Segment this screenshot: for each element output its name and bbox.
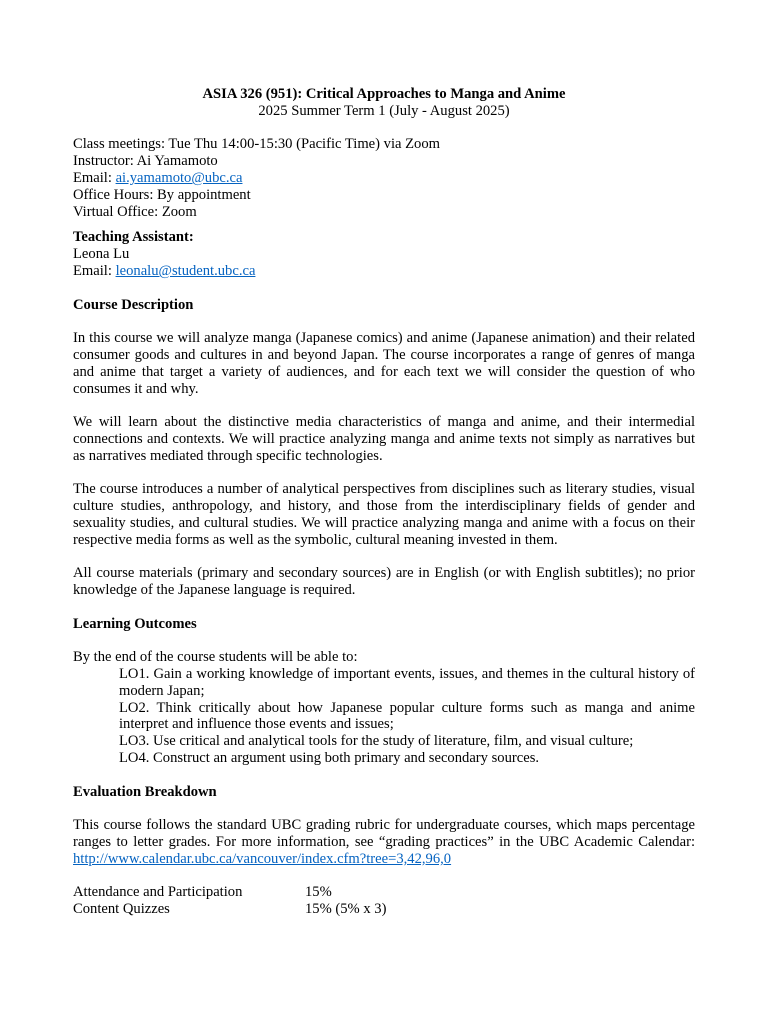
office-hours: Office Hours: By appointment <box>73 186 251 203</box>
instructor-email-line <box>73 170 695 187</box>
description-paragraph: We will learn about the distinctive media characteristics of manga and anime, and their intermedial connections and contexts. We will practice analyzing manga and anime texts not simply as narratives but as narratives mediated through specific technologies. <box>73 414 695 464</box>
evaluation-description: This course follows the standard UBC grading rubric for undergraduate courses, which maps percentage ranges to letter grades. For more information, see “grading practices” in the UBC Academic Calendar: <box>73 817 695 851</box>
ta-section <box>73 229 695 279</box>
syllabus-page <box>73 86 695 918</box>
description-paragraph: All course materials (primary and secondary sources) are in English (or with English subtitles); no prior knowledge of the Japanese language is required. <box>73 565 695 599</box>
ta-name: Leona Lu <box>73 246 130 263</box>
outcome-item: LO3. Use critical and analytical tools for the study of literature, film, and visual culture; <box>119 733 634 750</box>
outcome-item: LO2. Think critically about how Japanese popular culture forms such as manga and anime interpret and influence those events and issues; <box>119 699 695 733</box>
email-label: Email: <box>73 169 116 186</box>
ta-email-line <box>73 263 695 280</box>
learning-outcomes-heading: Learning Outcomes <box>73 615 197 632</box>
grade-row <box>73 884 695 901</box>
ta-heading: Teaching Assistant: <box>73 229 194 246</box>
academic-calendar-link[interactable]: http://www.calendar.ubc.ca/vancouver/index.cfm?tree=3,42,96,0 <box>73 850 452 867</box>
grade-weight: 15% <box>305 884 332 901</box>
course-description-heading: Course Description <box>73 296 194 313</box>
outcome-item: LO1. Gain a working knowledge of important events, issues, and themes in the cultural history of modern Japan; <box>119 666 695 699</box>
grade-table <box>73 884 695 918</box>
class-meetings: Class meetings: Tue Thu 14:00-15:30 (Pacific Time) via Zoom <box>73 136 441 153</box>
description-paragraph: The course introduces a number of analytical perspectives from disciplines such as literary studies, visual culture studies, anthropology, and history, and those from the interdisciplinary fields of gender and sexuality studies, and cultural studies. We will practice analyzing manga and anime with a focus on their respective media forms as well as the symbolic, cultural meaning invested in them. <box>73 481 695 548</box>
description-paragraph: In this course we will analyze manga (Japanese comics) and anime (Japanese animation) and their related consumer goods and cultures in and beyond Japan. The course incorporates a range of genres of manga and anime that target a variety of audiences, and for each text we will consider the question of who consumes it and why. <box>73 330 695 397</box>
email-label: Email: <box>73 262 116 279</box>
outcomes-intro: By the end of the course students will be able to: <box>73 649 358 666</box>
course-info <box>73 136 695 220</box>
virtual-office: Virtual Office: Zoom <box>73 203 197 220</box>
grade-component: Attendance and Participation <box>73 884 243 901</box>
grade-row <box>73 901 695 918</box>
instructor: Instructor: Ai Yamamoto <box>73 153 218 170</box>
outcomes-list <box>119 666 695 767</box>
ta-email-link[interactable]: leonalu@student.ubc.ca <box>115 262 256 279</box>
grade-weight: 15% (5% x 3) <box>305 901 387 918</box>
evaluation-heading: Evaluation Breakdown <box>73 783 217 800</box>
course-title: ASIA 326 (951): Critical Approaches to Manga and Anime <box>202 86 566 102</box>
outcome-item: LO4. Construct an argument using both primary and secondary sources. <box>119 750 540 767</box>
evaluation-text <box>73 817 695 867</box>
course-term: 2025 Summer Term 1 (July - August 2025) <box>258 102 510 119</box>
instructor-email-link[interactable]: ai.yamamoto@ubc.ca <box>115 169 243 186</box>
grade-component: Content Quizzes <box>73 901 170 918</box>
